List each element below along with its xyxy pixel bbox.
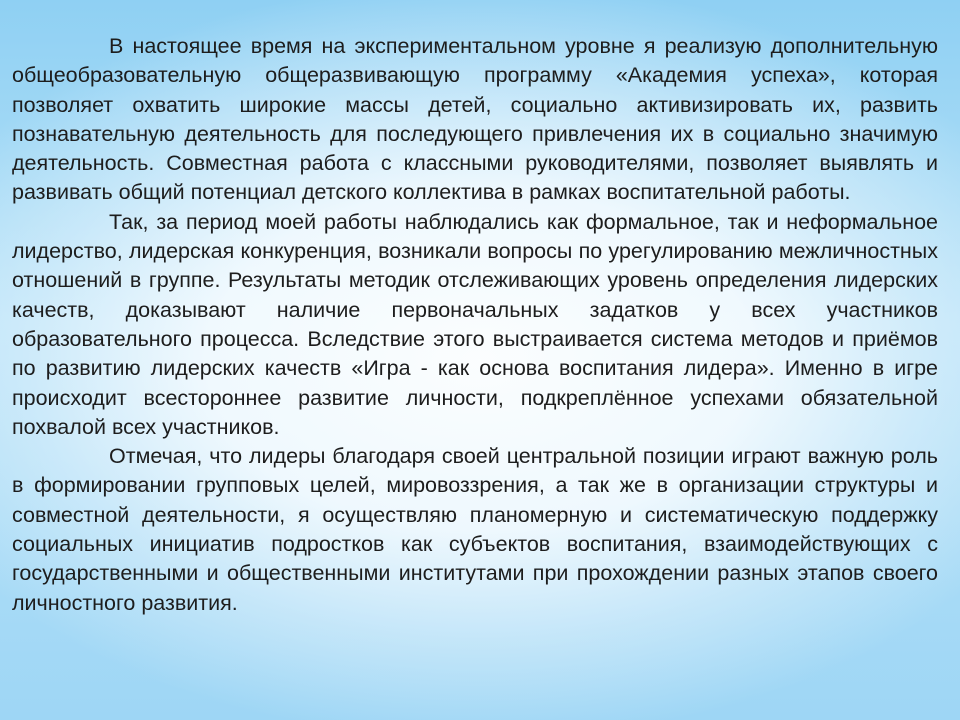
paragraph-2: Так, за период моей работы наблюдались как формальное, так и неформальное лидерство, лидерская конкуренция, возникали вопросы по урегулированию межличностных отношений в группе. Результаты методик отслеживающих уровень определения лидерских качеств, доказывают наличие первоначальных задатков у всех участников образовательного процесса. Вследствие этого выстраивается система методов и приёмов по развитию лидерских качеств «Игра - как основа воспитания лидера». Именно в игре происходит всестороннее развитие личности, подкреплённое успехами обязательной похвалой всех участников. bbox=[12, 209, 938, 439]
paragraph-3: Отмечая, что лидеры благодаря своей центральной позиции играют важную роль в формировании групповых целей, мировоззрения, а так же в организации структуры и совместной деятельности, я осуществляю планомерную и систематическую поддержку социальных инициатив подростков как субъектов воспитания, взаимодействующих с государственными и общественными институтами при прохождении разных этапов своего личностного развития. bbox=[12, 444, 938, 615]
slide-text-body bbox=[12, 32, 938, 618]
paragraph-1: В настоящее время на экспериментальном уровне я реализую дополнительную общеобразовательную общеразвивающую программу «Академия успеха», которая позволяет охватить широкие массы детей, социально активизировать их, развить познавательную деятельность для последующего привлечения их в социально значимую деятельность. Совместная работа с классными руководителями, позволяет выявлять и развивать общий потенциал детского коллектива в рамках воспитательной работы. bbox=[12, 34, 938, 205]
